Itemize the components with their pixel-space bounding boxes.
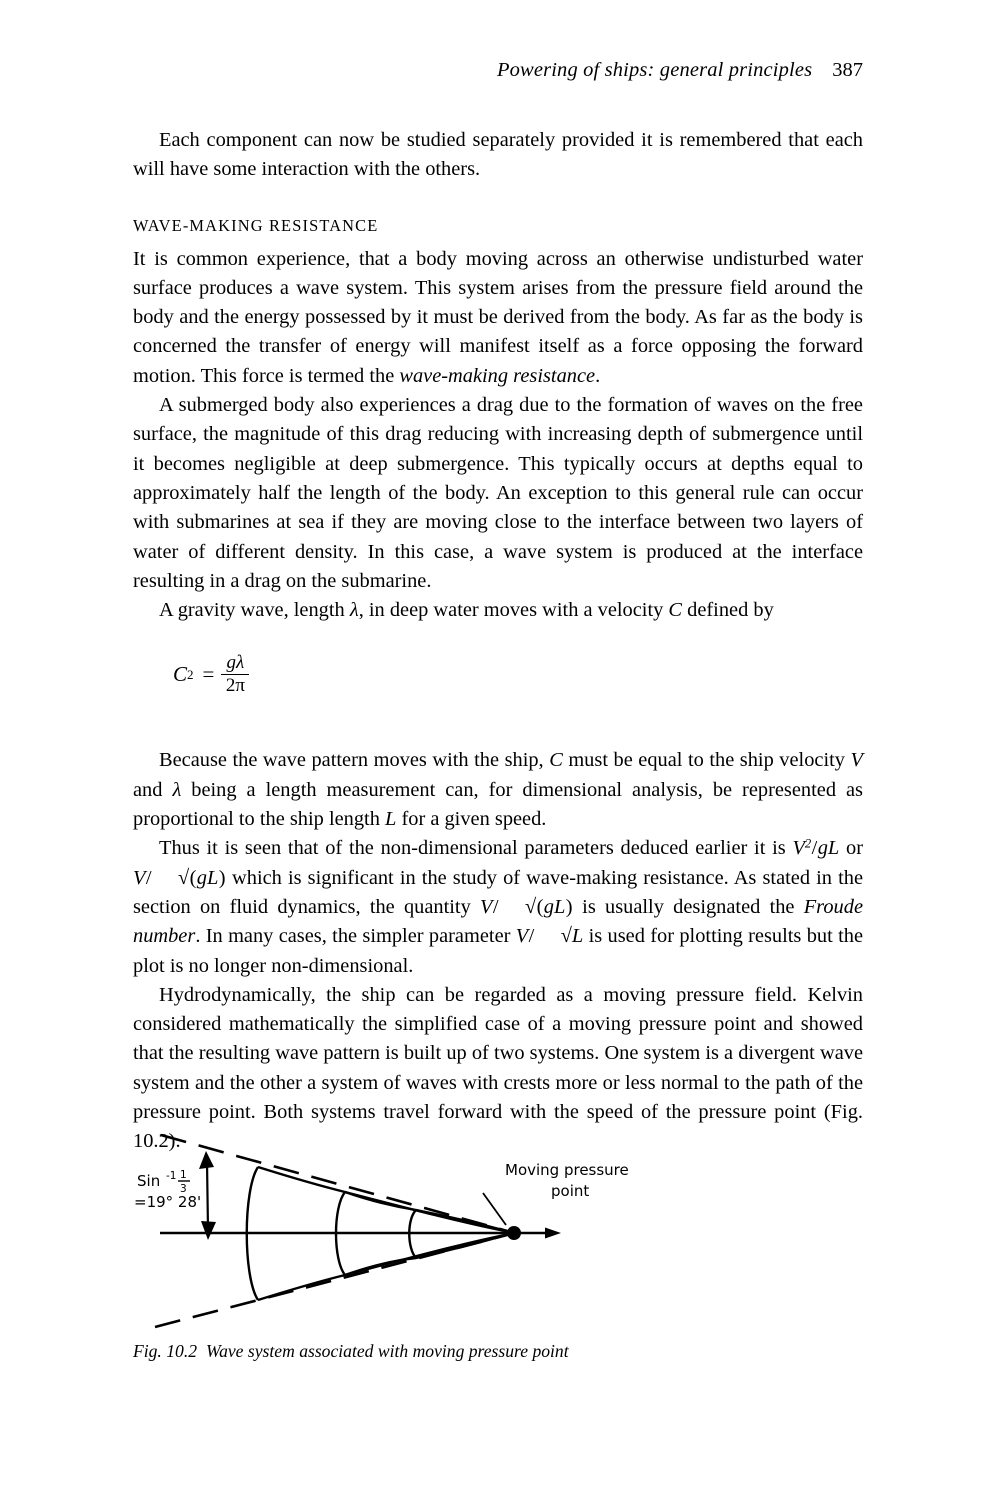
section-heading-wave-making-resistance: WAVE-MAKING RESISTANCE xyxy=(133,215,379,235)
math-symbol-gL: gL xyxy=(196,866,219,889)
display-equation-gravity-wave-celerity: C 2 = $\frac{g\lambda}{2\pi}$ xyxy=(133,653,863,715)
paragraph-text-run: is usually designated the xyxy=(572,895,804,918)
paragraph-text-run: for a given speed. xyxy=(396,808,547,831)
math-expression-v-over-sqrt-l xyxy=(516,925,584,947)
math-symbol-V: V xyxy=(480,895,493,918)
pressure-point-leader-line xyxy=(483,1193,506,1225)
math-symbol-lambda: λ xyxy=(349,599,359,622)
equation-lhs: C xyxy=(173,662,188,687)
math-expression-v-squared-over-gl xyxy=(792,837,839,859)
moving-pressure-point-dot xyxy=(507,1226,521,1240)
page-number: 387 xyxy=(832,59,863,81)
divergent-crest-lower-3 xyxy=(416,1234,510,1258)
equation-denominator xyxy=(223,675,248,695)
paragraph-kelvin-pressure-point: Hydrodynamically, the ship can be regarded as a moving pressure field. Kelvin considered mathematically the simplified case of a moving pressure point and showed that the resulting wave pattern is built up of two systems. One system is a divergent wave system and the other a system of waves with crests more or less normal to the path of the pressure point. Both systems travel forward with the speed of the pressure point (Fig. 10.2). xyxy=(133,983,863,1153)
math-radical-sign: √ xyxy=(560,925,572,948)
paragraph-text-run: being a length measurement can, for dimensional analysis, be represented as proportional to the ship length xyxy=(133,778,863,831)
moving-pressure-point-label-line2: point xyxy=(551,1182,590,1200)
direction-of-motion-arrow-head xyxy=(545,1228,561,1239)
paragraph-text-run: . In many cases, the simpler parameter xyxy=(195,925,516,948)
paragraph-submerged-body: A submerged body also experiences a drag due to the formation of waves on the free surface, the magnitude of this drag reducing with increasing depth of submergence until it becomes negligible at deep submergence. This typically occurs at depths equal to approximately half the length of the body. An exception to this general rule can occur with submarines at sea if they are moving close to the interface between two layers of water of different density. In this case, a wave system is produced at the interface resulting in a drag on the submarine. xyxy=(133,394,863,592)
divergent-crest-upper-3 xyxy=(416,1210,510,1232)
equation-equals-sign: = xyxy=(202,662,215,687)
paragraph-text-run: is used for plotting results but the plot is no longer non-dimensional. xyxy=(133,925,863,977)
math-slash: / xyxy=(145,866,152,889)
math-symbol-gL: gL xyxy=(817,837,840,860)
math-slash: / xyxy=(528,925,535,948)
math-exponent-2: 2 xyxy=(804,836,812,851)
paragraph-text-run: It is common experience, that a body moving across an otherwise undisturbed water surface produces a wave system. This system arises from the pressure field around the body and the energy possessed by it must be derived from the body. As far as the body is concerned the transfer of energy will manifest itself as a force opposing the forward motion. This force is termed the xyxy=(133,247,863,387)
angle-measure-arrow-head-bottom xyxy=(201,1221,216,1240)
paragraph-froude-number xyxy=(133,834,863,980)
paragraph-text-run: , in deep water moves with a velocity xyxy=(358,599,669,622)
math-symbol-C: C xyxy=(549,749,563,772)
emphasis-froude-number: Froude number xyxy=(133,895,863,948)
equation-fraction xyxy=(221,653,249,695)
math-symbol-L: L xyxy=(385,808,397,831)
angle-label-degrees: =19° 28' xyxy=(134,1193,202,1211)
angle-label-exponent: -1 xyxy=(166,1170,177,1182)
figure-caption xyxy=(133,1340,863,1362)
paragraph-text-run: . xyxy=(595,364,601,387)
figure-number: Fig. 10.2 xyxy=(133,1341,198,1361)
body-text xyxy=(133,126,863,1157)
running-head xyxy=(133,58,863,83)
math-close-paren: ) xyxy=(218,866,226,889)
angle-measure-arrow-shaft xyxy=(207,1162,208,1230)
math-open-paren: ( xyxy=(536,895,544,918)
moving-pressure-point-label-line1: Moving pressure xyxy=(505,1161,629,1179)
math-symbol-L: L xyxy=(571,925,584,948)
math-open-paren: ( xyxy=(189,866,197,889)
math-symbol-V: V xyxy=(133,866,146,889)
paragraph-text-run: Because the wave pattern moves with the ship, xyxy=(159,749,550,772)
equation-numerator: gλ xyxy=(226,652,245,674)
math-symbol-C: C xyxy=(668,599,683,622)
angle-label-fraction-denominator: 3 xyxy=(180,1183,187,1195)
paragraph-text-run: defined by xyxy=(682,599,774,622)
math-symbol-lambda: λ xyxy=(172,778,182,801)
math-symbol-V: V xyxy=(792,837,805,860)
paragraph-text-run: or xyxy=(839,837,863,860)
paragraph-text-run: Thus it is seen that of the non-dimensional parameters deduced earlier it is xyxy=(159,837,793,860)
math-expression-v-over-sqrt-gl xyxy=(480,896,573,918)
math-slash: / xyxy=(492,895,499,918)
paragraph-text-run: A gravity wave, length xyxy=(159,599,350,622)
paragraph-wave-making-1 xyxy=(133,245,863,391)
angle-measure-arrow-head-top xyxy=(199,1151,214,1169)
math-expression-v-over-sqrt-gl xyxy=(133,867,226,889)
running-head-title: Powering of ships: general principles xyxy=(496,59,813,81)
angle-label-fraction-numerator: 1 xyxy=(180,1169,187,1181)
paragraph-gravity-wave xyxy=(133,596,863,625)
math-symbol-V: V xyxy=(515,925,529,948)
math-symbol-gL: gL xyxy=(543,895,566,918)
math-slash: / xyxy=(811,837,818,860)
paragraph-text-run: must be equal to the ship velocity xyxy=(562,749,851,772)
paragraph-text-run: and xyxy=(133,778,173,801)
angle-label-sin-inverse: Sin xyxy=(137,1172,161,1190)
math-radical-sign: √ xyxy=(177,866,190,889)
math-close-paren: ) xyxy=(565,895,573,918)
figure-caption-text: Wave system associated with moving pressure point xyxy=(206,1341,569,1361)
paragraph-intro: Each component can now be studied separately provided it is remembered that each will have some interaction with the others. xyxy=(133,129,863,181)
emphasis-wave-making-resistance: wave-making resistance xyxy=(399,364,596,387)
math-symbol-V: V xyxy=(850,749,863,772)
math-radical-sign: √ xyxy=(524,895,537,918)
paragraph-text-run: which is significant in the study of wave-making resistance. As stated in the section on fluid dynamics, the quantity xyxy=(133,866,863,918)
equation-denominator-number: 2 xyxy=(225,675,236,697)
equation-denominator-symbol: π xyxy=(235,675,245,697)
kelvin-wave-pattern-diagram xyxy=(133,1120,863,1370)
paragraph-wave-pattern-velocity xyxy=(133,746,863,834)
